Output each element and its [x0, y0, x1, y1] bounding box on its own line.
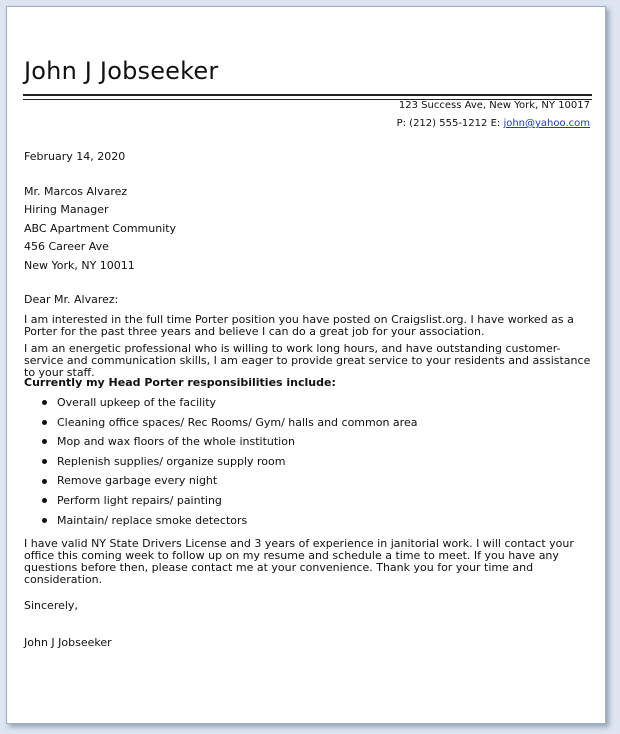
- list-item-text: Perform light repairs/ painting: [57, 493, 222, 507]
- applicant-name: John J Jobseeker: [24, 57, 219, 85]
- bullet-icon: [42, 459, 47, 464]
- header-rule-thick: [23, 94, 592, 96]
- recipient-street: 456 Career Ave: [24, 240, 109, 254]
- list-item-text: Cleaning office spaces/ Rec Rooms/ Gym/ halls and common area: [57, 415, 418, 429]
- recipient-title: Hiring Manager: [24, 203, 109, 217]
- list-item-text: Maintain/ replace smoke detectors: [57, 513, 248, 527]
- responsibilities-list: [24, 393, 417, 530]
- bullet-icon: [42, 420, 47, 425]
- letter-page: [6, 6, 606, 724]
- list-item: [24, 491, 417, 511]
- recipient-city: New York, NY 10011: [24, 258, 135, 272]
- email-link[interactable]: john@yahoo.com: [503, 118, 590, 129]
- bullet-icon: [42, 498, 47, 503]
- recipient-name: Mr. Marcos Alvarez: [24, 185, 128, 198]
- letter-date: February 14, 2020: [24, 150, 126, 163]
- list-item: [24, 511, 417, 531]
- body-paragraph-3: I have valid NY State Drivers License and 3 years of experience in janitorial work. I will contact your office this coming week to follow up on my resume and schedule a time to meet. If you have any questions before then, please contact me at your convenience. Thank you for your time and consideration.: [24, 537, 574, 586]
- list-item-text: Replenish supplies/ organize supply room: [57, 454, 286, 468]
- list-item: [24, 471, 417, 491]
- list-item: [24, 432, 417, 452]
- contact-address: 123 Success Ave, New York, NY 10017: [398, 100, 590, 111]
- list-item-text: Mop and wax floors of the whole institution: [57, 435, 295, 449]
- list-item: [24, 413, 417, 433]
- list-item-text: Overall upkeep of the facility: [57, 396, 217, 409]
- bullet-icon: [42, 518, 47, 523]
- closing: Sincerely,: [24, 599, 78, 612]
- body-paragraph-1: I am interested in the full time Porter position you have posted on Craigslist.org. I have worked as a Porter for the past three years and believe I can do a great job for your association.: [24, 313, 574, 338]
- contact-phone-email: [397, 115, 590, 133]
- responsibilities-heading: Currently my Head Porter responsibilities include:: [24, 376, 336, 389]
- contact-block: [397, 97, 590, 133]
- contact-phone: P: (212) 555-1212 E:: [396, 118, 504, 129]
- signature-name: John J Jobseeker: [24, 636, 112, 649]
- bullet-icon: [42, 439, 47, 444]
- recipient-company: ABC Apartment Community: [24, 221, 177, 235]
- bullet-icon: [42, 479, 47, 484]
- bullet-icon: [42, 400, 47, 405]
- recipient-address-block: [24, 183, 176, 275]
- body-paragraph-2: I am an energetic professional who is willing to work long hours, and have outstanding customer-service and communication skills, I am eager to provide great service to your residents and assistance to your staff.: [24, 342, 591, 379]
- list-item-text: Remove garbage every night: [57, 474, 218, 488]
- list-item: [24, 393, 417, 413]
- list-item: [24, 452, 417, 472]
- salutation: Dear Mr. Alvarez:: [24, 293, 119, 306]
